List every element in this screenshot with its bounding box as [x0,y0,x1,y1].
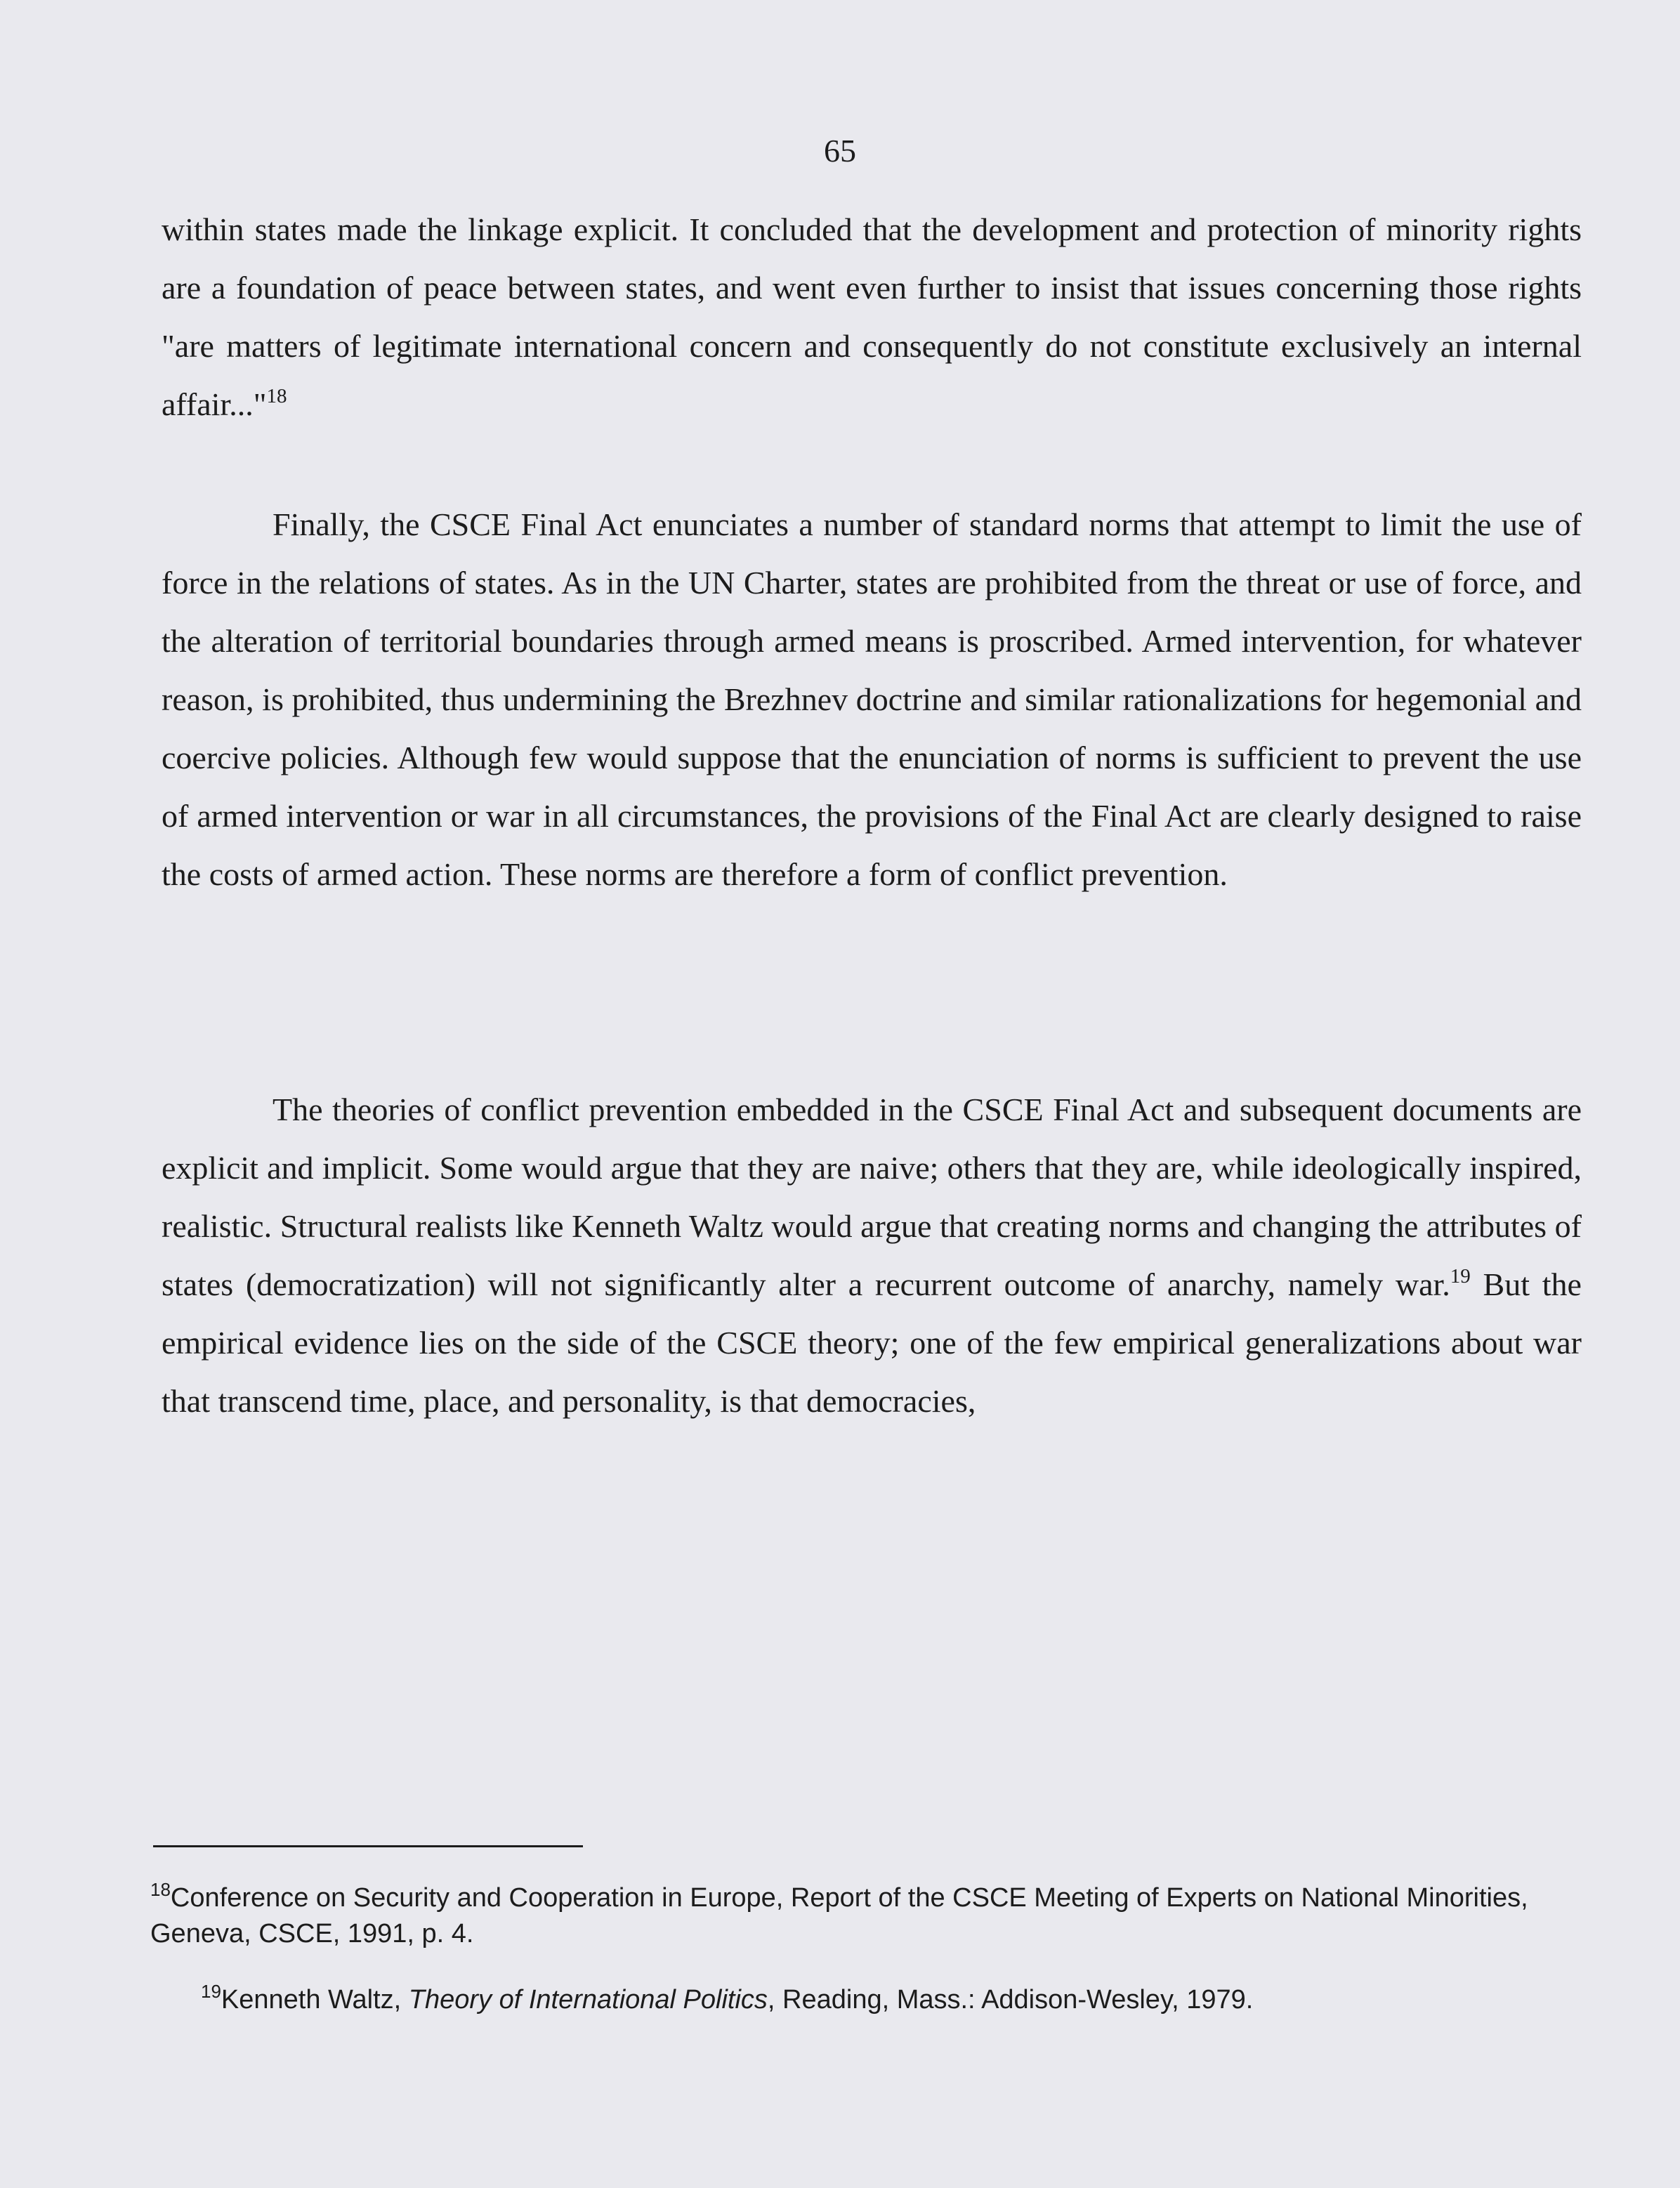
footnote-18 [150,1880,1583,1952]
paragraph-minority-rights [162,200,1582,433]
footnote-publication: , Reading, Mass.: Addison-Wesley, 1979. [767,1985,1254,2015]
footnote-number: 19 [201,1981,221,2002]
footnote-text: Conference on Security and Cooperation in Europe, Report of the CSCE Meeting of Experts on National Minorities, Geneva, CSCE, 1991, p. 4. [150,1883,1528,1948]
footnote-book-title: Theory of International Politics [408,1985,768,2015]
paragraph-text: The theories of conflict prevention embedded in the CSCE Final Act and subsequent documents are explicit and implicit. Some would argue that they are naive; others that they are, while ideologically inspired, realistic. Structural realists like Kenneth Waltz would argue that creating norms and changing the attributes of states (democratization) will not significantly alter a recurrent outcome of anarchy, namely war. [162,1092,1582,1302]
paragraph-text-continued: But the empirical evidence lies on the side of the CSCE theory; one of the few empirical generalizations about war that transcend time, place, and personality, is that democracies, [162,1266,1582,1419]
footnote-ref-18: 18 [266,385,287,407]
footnote-ref-19: 19 [1450,1265,1471,1288]
paragraph-final-act-norms [162,495,1582,903]
paragraph-text: Finally, the CSCE Final Act enunciates a number of standard norms that attempt to limit the use of force in the relations of states. As in the UN Charter, states are prohibited from the threat or use of force, and the alteration of territorial boundaries through armed means is proscribed. Armed intervention, for whatever reason, is prohibited, thus undermining the Brezhnev doctrine and similar rationalizations for hegemonial and coercive policies. Although few would suppose that the enunciation of norms is sufficient to prevent the use of armed intervention or war in all circumstances, the provisions of the Final Act are clearly designed to raise the costs of armed action. These norms are therefore a form of conflict prevention. [162,506,1582,892]
page-number: 65 [824,133,856,169]
footnote-separator [153,1845,583,1847]
paragraph-conflict-prevention-theories [162,1080,1582,1430]
footnote-author: Kenneth Waltz, [221,1985,409,2015]
footnote-19 [150,1982,1583,2018]
paragraph-text: within states made the linkage explicit. It concluded that the development and protection of minority rights are a foundation of peace between states, and went even further to insist that issues concerning those rights "are matters of legitimate international concern and consequently do not constitute exclusively an internal affair..." [162,211,1582,422]
footnote-number: 18 [150,1879,171,1900]
